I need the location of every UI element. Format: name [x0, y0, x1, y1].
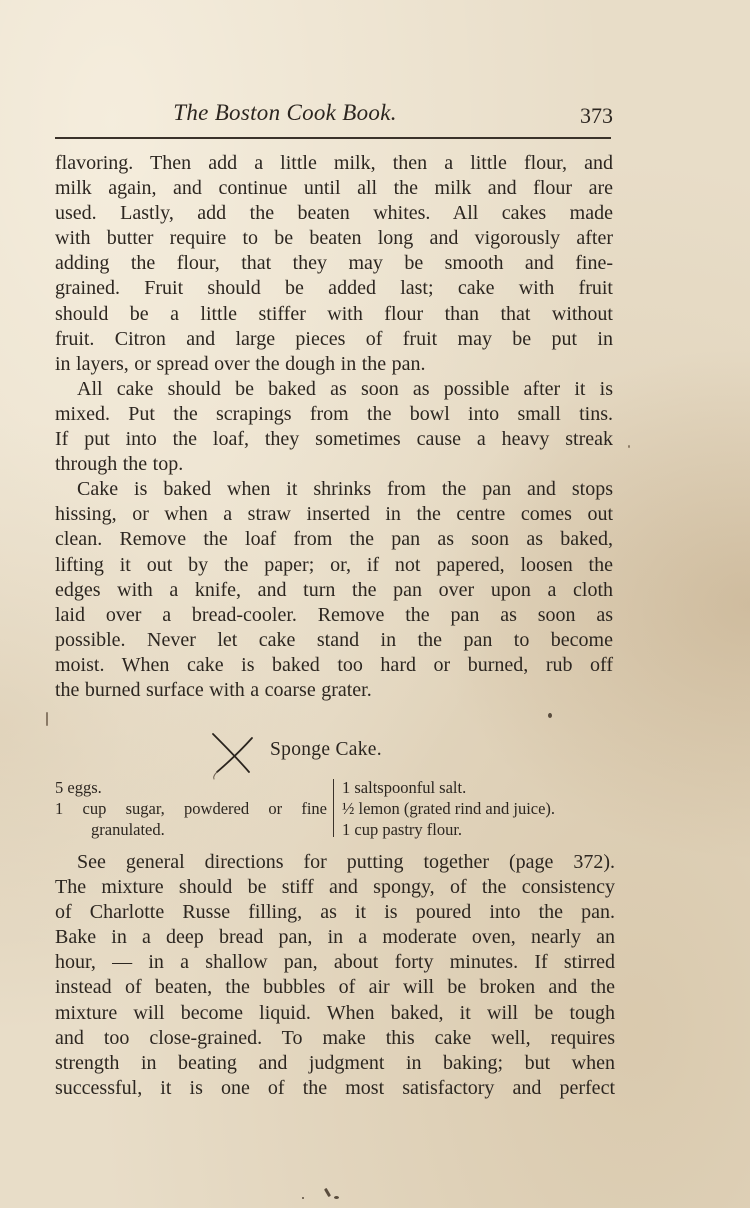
- ingredient-column-right: [342, 777, 622, 840]
- text-line: fruit. Citron and large pieces of fruit may be put in: [55, 327, 613, 350]
- text-line: hissing, or when a straw inserted in the centre comes out: [55, 503, 613, 526]
- text-line: moist. When cake is baked too hard or burned, rub off: [55, 653, 613, 676]
- ingredient-item: 1 cup pastry flour.: [342, 820, 463, 839]
- handwritten-cross-mark-icon: [205, 728, 265, 780]
- paragraph: [55, 151, 613, 377]
- text-line: through the top.: [55, 453, 184, 476]
- text-line: laid over a bread-cooler. Remove the pan as soon as: [55, 603, 613, 626]
- paper-speck: [548, 713, 552, 718]
- paper-speck: [46, 712, 48, 726]
- text-line: strength in beating and judgment in baking; but when: [55, 1051, 615, 1074]
- ingredient-item: 5 eggs.: [55, 778, 102, 797]
- text-line: possible. Never let cake stand in the pan to become: [55, 628, 613, 651]
- paragraph: [55, 477, 613, 703]
- ingredient-item-line: 1 cup sugar, powdered or fine: [55, 799, 327, 818]
- text-line: mixture will become liquid. When baked, it will be tough: [55, 1001, 615, 1024]
- text-line: the burned surface with a coarse grater.: [55, 678, 372, 701]
- header-rule: [55, 137, 611, 139]
- text-line: See general directions for putting together (page 372).: [77, 851, 615, 873]
- ingredient-column-left: [55, 777, 330, 840]
- page-header: [55, 100, 615, 132]
- text-line: lifting it out by the paper; or, if not papered, loosen the: [55, 553, 613, 576]
- ingredient-item: ½ lemon (grated rind and juice).: [342, 799, 556, 818]
- text-line: adding the flour, that they may be smooth and fine-: [55, 252, 613, 275]
- text-line: All cake should be baked as soon as possible after it is: [77, 377, 613, 400]
- text-line: of Charlotte Russe filling, as it is poured into the pan.: [55, 901, 615, 924]
- paper-speck: [628, 445, 630, 448]
- paper-speck: [324, 1188, 331, 1197]
- text-line: flavoring. Then add a little milk, then a little flour, and: [55, 152, 613, 174]
- text-line: used. Lastly, add the beaten whites. All cakes made: [55, 202, 613, 225]
- body-text: [55, 151, 613, 703]
- text-line: mixed. Put the scrapings from the bowl into small tins.: [55, 402, 613, 425]
- paper-speck: [302, 1197, 304, 1199]
- text-line: Cake is baked when it shrinks from the pan and stops: [77, 478, 613, 501]
- text-line: The mixture should be stiff and spongy, of the consistency: [55, 876, 615, 899]
- text-line: with butter require to be beaten long and vigorously after: [55, 227, 613, 250]
- text-line: grained. Fruit should be added last; cake with fruit: [55, 277, 613, 300]
- recipe-title: Sponge Cake.: [270, 739, 382, 760]
- paragraph: [55, 377, 613, 477]
- paragraph: [55, 850, 615, 1101]
- paper-speck: [334, 1196, 339, 1199]
- text-line: milk again, and continue until all the milk and flour are: [55, 177, 613, 200]
- ingredient-list: [55, 777, 615, 839]
- recipe-heading: [205, 728, 505, 778]
- text-line: edges with a knife, and turn the pan over upon a cloth: [55, 578, 613, 601]
- recipe-directions: [55, 850, 615, 1101]
- text-line: should be a little stiffer with flour than that without: [55, 302, 613, 325]
- text-line: hour, — in a shallow pan, about forty minutes. If stirred: [55, 951, 615, 974]
- text-line: If put into the loaf, they sometimes cause a heavy streak: [55, 428, 613, 451]
- ingredient-item: 1 saltspoonful salt.: [342, 778, 467, 797]
- text-line: successful, it is one of the most satisfactory and perfect: [55, 1076, 615, 1099]
- ingredient-item-continuation: granulated.: [91, 820, 165, 839]
- running-title: The Boston Cook Book.: [173, 100, 397, 125]
- column-divider: [333, 779, 334, 837]
- page-number: 373: [580, 103, 613, 128]
- text-line: and too close-grained. To make this cake well, requires: [55, 1026, 615, 1049]
- text-line: instead of beaten, the bubbles of air will be broken and the: [55, 976, 615, 999]
- text-line: Bake in a deep bread pan, in a moderate oven, nearly an: [55, 926, 615, 949]
- ingredient-item: [55, 798, 330, 840]
- text-line: in layers, or spread over the dough in the pan.: [55, 352, 426, 375]
- text-line: clean. Remove the loaf from the pan as soon as baked,: [55, 528, 613, 551]
